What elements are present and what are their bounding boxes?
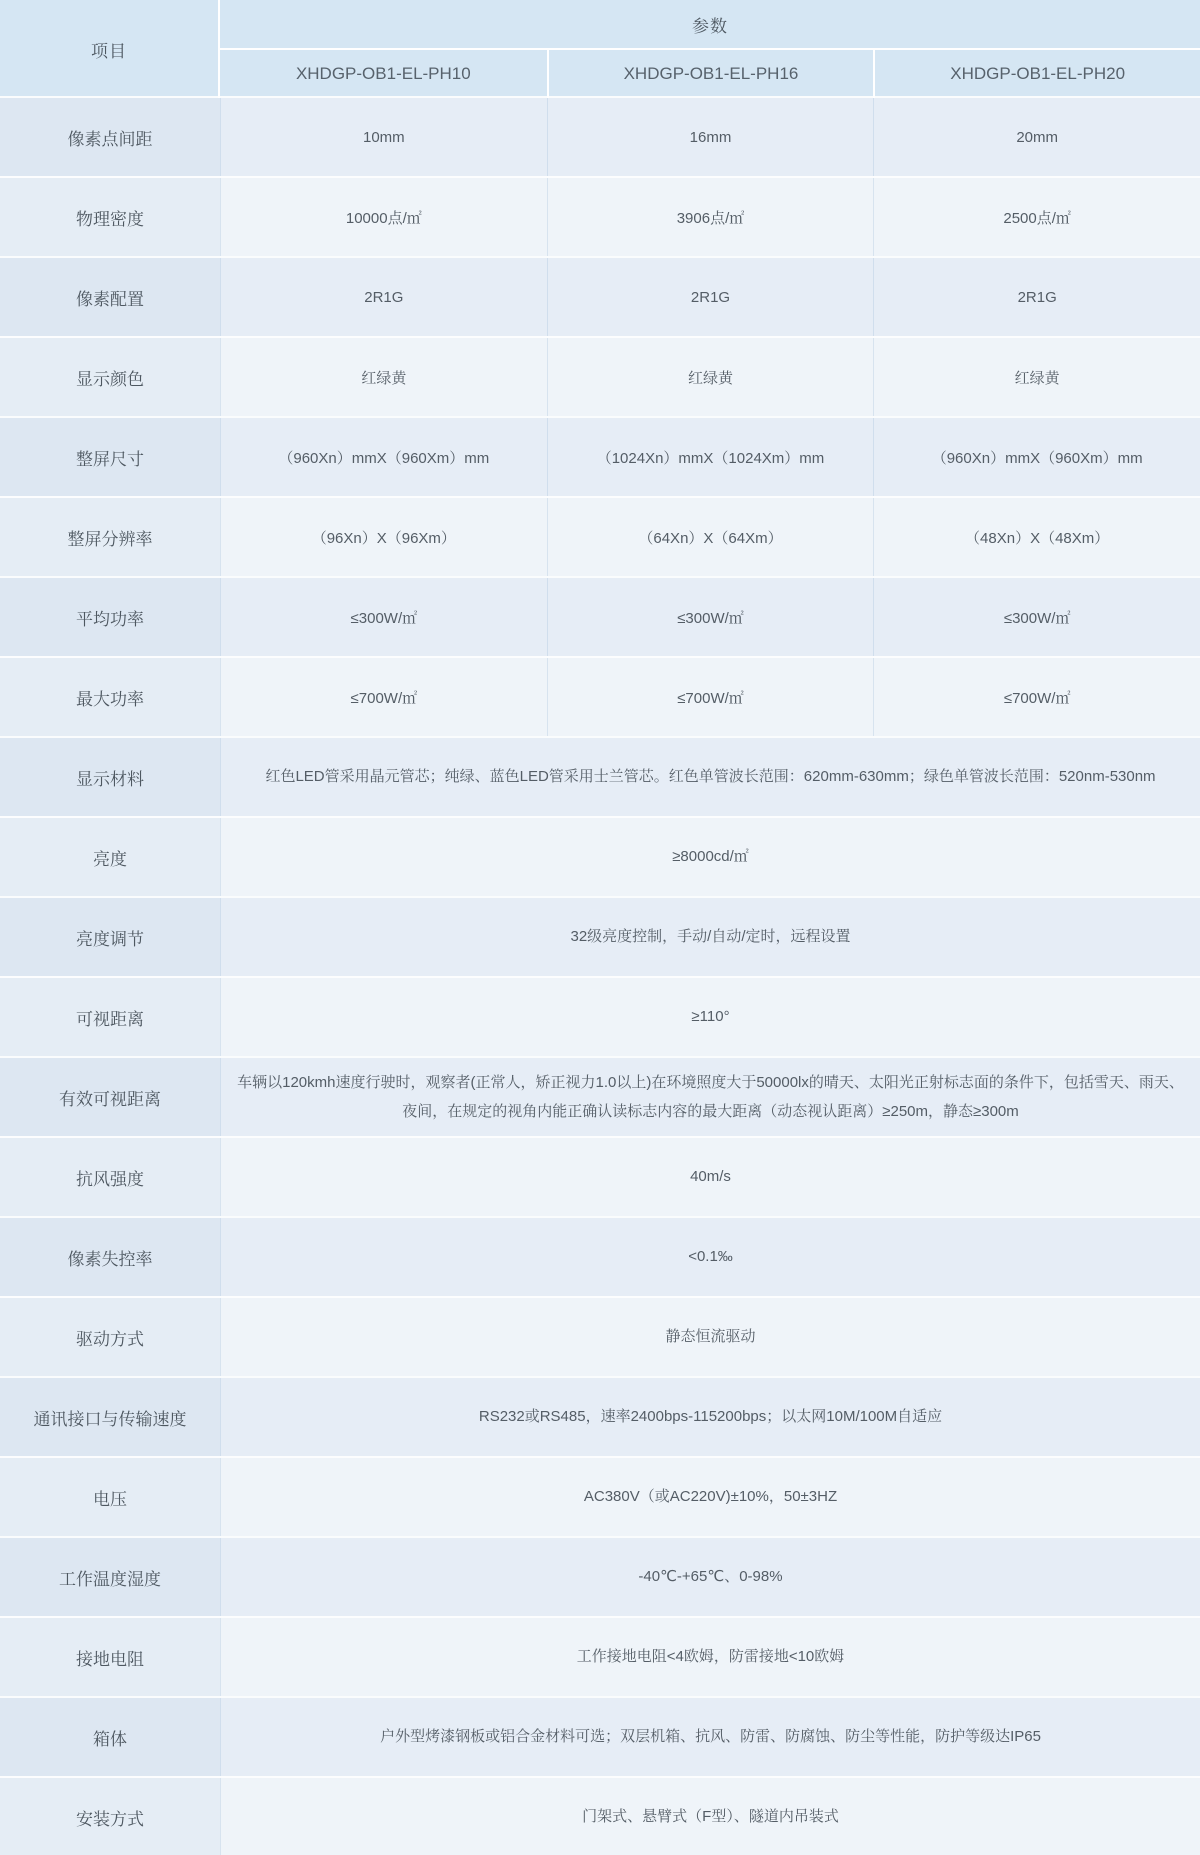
table-row (0, 96, 1200, 176)
row-value: 2R1G (873, 258, 1200, 336)
row-value: 红绿黄 (220, 338, 547, 416)
row-label: 亮度 (0, 818, 220, 896)
table-row (0, 1136, 1200, 1216)
row-label: 可视距离 (0, 978, 220, 1056)
table-row (0, 176, 1200, 256)
row-label: 像素配置 (0, 258, 220, 336)
row-label: 亮度调节 (0, 898, 220, 976)
row-value: ≤300W/㎡ (873, 578, 1200, 656)
row-label: 抗风强度 (0, 1138, 220, 1216)
row-label: 整屏尺寸 (0, 418, 220, 496)
table-body (0, 96, 1200, 1855)
table-row (0, 736, 1200, 816)
row-value: 红绿黄 (547, 338, 874, 416)
row-value-span: 32级亮度控制，手动/自动/定时，远程设置 (220, 898, 1200, 976)
row-value-span: -40℃-+65℃、0-98% (220, 1538, 1200, 1616)
table-row (0, 1776, 1200, 1855)
row-value-span: 静态恒流驱动 (220, 1298, 1200, 1376)
row-value: 16mm (547, 98, 874, 176)
row-label: 整屏分辨率 (0, 498, 220, 576)
row-label: 工作温度湿度 (0, 1538, 220, 1616)
row-label: 箱体 (0, 1698, 220, 1776)
row-value: （96Xn）X（96Xm） (220, 498, 547, 576)
row-value: ≤300W/㎡ (547, 578, 874, 656)
row-value: 20mm (873, 98, 1200, 176)
row-value: （960Xn）mmX（960Xm）mm (220, 418, 547, 496)
header-model-row (220, 48, 1200, 98)
row-value: ≤700W/㎡ (220, 658, 547, 736)
header-param-label: 参数 (692, 16, 728, 36)
row-value: 2R1G (547, 258, 874, 336)
row-label: 像素点间距 (0, 98, 220, 176)
header-model-ph20: XHDGP-OB1-EL-PH20 (873, 50, 1200, 98)
row-value: （48Xn）X（48Xm） (873, 498, 1200, 576)
row-value: 10mm (220, 98, 547, 176)
table-row (0, 896, 1200, 976)
table-row (0, 1376, 1200, 1456)
row-label: 有效可视距离 (0, 1058, 220, 1136)
row-value: （960Xn）mmX（960Xm）mm (873, 418, 1200, 496)
row-value-span: 工作接地电阻<4欧姆，防雷接地<10欧姆 (220, 1618, 1200, 1696)
row-value: 2R1G (220, 258, 547, 336)
table-row (0, 496, 1200, 576)
header-model-ph16: XHDGP-OB1-EL-PH16 (547, 50, 874, 98)
table-row (0, 976, 1200, 1056)
row-value: 3906点/㎡ (547, 178, 874, 256)
row-label: 安装方式 (0, 1778, 220, 1855)
row-label: 最大功率 (0, 658, 220, 736)
row-value-span: 40m/s (220, 1138, 1200, 1216)
row-value: 10000点/㎡ (220, 178, 547, 256)
table-row (0, 1056, 1200, 1136)
row-label: 接地电阻 (0, 1618, 220, 1696)
row-value-span: AC380V（或AC220V)±10%，50±3HZ (220, 1458, 1200, 1536)
row-value: （1024Xn）mmX（1024Xm）mm (547, 418, 874, 496)
table-row (0, 656, 1200, 736)
row-value-span: 户外型烤漆钢板或铝合金材料可选；双层机箱、抗风、防雷、防腐蚀、防尘等性能，防护等级达IP65 (220, 1698, 1200, 1776)
table-row (0, 416, 1200, 496)
table-header (0, 0, 1200, 96)
table-row (0, 256, 1200, 336)
row-value: 2500点/㎡ (873, 178, 1200, 256)
table-row (0, 1536, 1200, 1616)
row-label: 平均功率 (0, 578, 220, 656)
row-value: ≤700W/㎡ (873, 658, 1200, 736)
row-label: 通讯接口与传输速度 (0, 1378, 220, 1456)
row-value: （64Xn）X（64Xm） (547, 498, 874, 576)
table-row (0, 816, 1200, 896)
row-value-span: ≥8000cd/㎡ (220, 818, 1200, 896)
row-value: ≤300W/㎡ (220, 578, 547, 656)
table-row (0, 576, 1200, 656)
row-value-span: 门架式、悬臂式（F型）、隧道内吊装式 (220, 1778, 1200, 1855)
row-value-span: 红色LED管采用晶元管芯；纯绿、蓝色LED管采用士兰管芯。红色单管波长范围：620mm-630mm；绿色单管波长范围：520nm-530nm (220, 738, 1200, 816)
table-row (0, 1216, 1200, 1296)
row-label: 显示颜色 (0, 338, 220, 416)
row-value-span: ≥110° (220, 978, 1200, 1056)
header-item-label: 项目 (0, 0, 220, 98)
table-row (0, 336, 1200, 416)
row-value: ≤700W/㎡ (547, 658, 874, 736)
header-param-block (220, 0, 1200, 98)
table-row (0, 1696, 1200, 1776)
header-model-ph10: XHDGP-OB1-EL-PH10 (295, 64, 471, 83)
table-row (0, 1456, 1200, 1536)
row-label: 物理密度 (0, 178, 220, 256)
row-label: 像素失控率 (0, 1218, 220, 1296)
table-row (0, 1296, 1200, 1376)
row-value-span: 车辆以120kmh速度行驶时，观察者(正常人，矫正视力1.0以上)在环境照度大于50000lx的晴天、太阳光正射标志面的条件下，包括雪天、雨天、夜间，在规定的视角内能正确认读标志内容的最大距离（动态视认距离）≥250m，静态≥300m (220, 1058, 1200, 1136)
row-value-span: RS232或RS485，速率2400bps-115200bps；以太网10M/100M自适应 (220, 1378, 1200, 1456)
row-label: 电压 (0, 1458, 220, 1536)
row-label: 驱动方式 (0, 1298, 220, 1376)
row-value: 红绿黄 (873, 338, 1200, 416)
row-value-span: <0.1‰ (220, 1218, 1200, 1296)
table-row (0, 1616, 1200, 1696)
row-label: 显示材料 (0, 738, 220, 816)
